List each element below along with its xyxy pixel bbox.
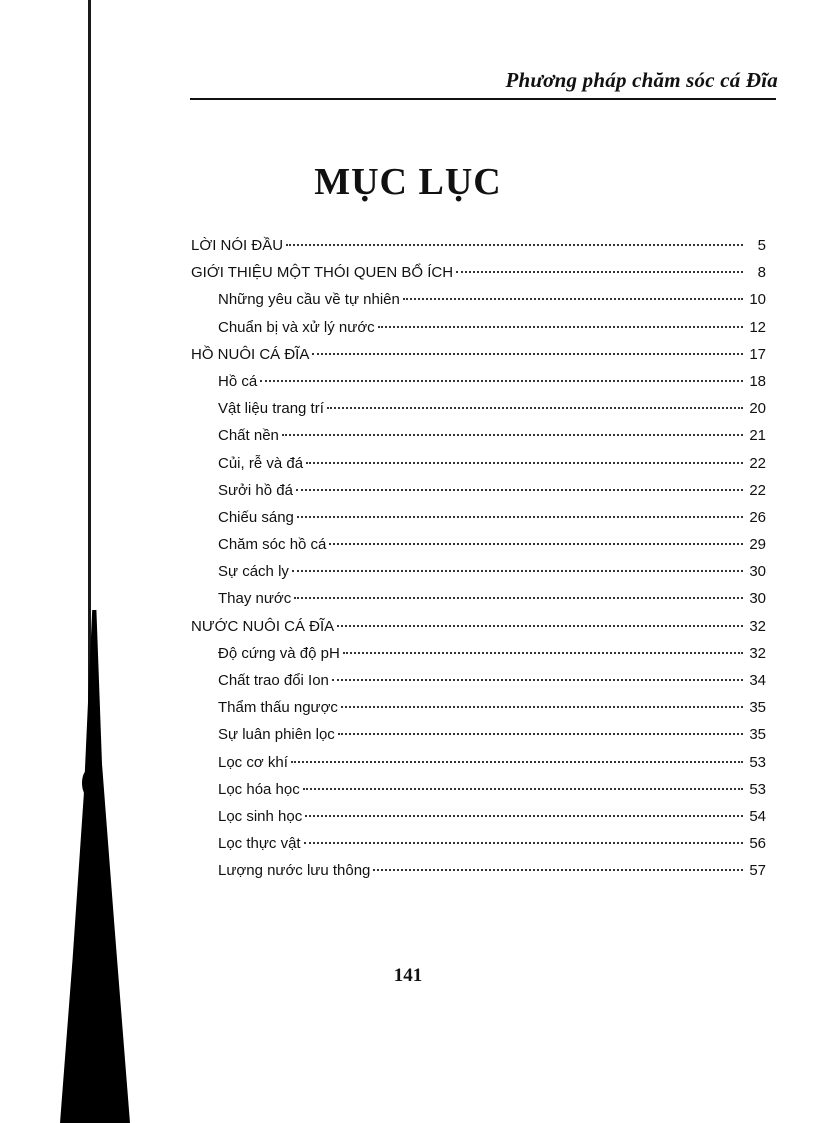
toc-entry (191, 341, 766, 368)
toc-entry-page: 34 (749, 672, 766, 689)
toc-entry-label: Độ cứng và độ pH (218, 644, 340, 662)
toc-entry-label: Lọc sinh học (218, 807, 303, 825)
toc-dot-leader (456, 271, 743, 273)
toc-dot-leader (332, 679, 743, 681)
toc-entry-page: 17 (749, 345, 766, 363)
toc-entry (191, 450, 766, 477)
page-number: 141 (393, 965, 423, 986)
toc-dot-leader (297, 516, 743, 518)
toc-entry-label: Những yêu cầu về tự nhiên (218, 291, 400, 309)
toc-entry-page: 22 (749, 454, 766, 472)
toc-entry-label: Lượng nước lưu thông (218, 862, 371, 880)
toc-entry-label: Hồ cá (218, 372, 258, 390)
toc-entry (191, 857, 766, 884)
toc-entry-label: HỒ NUÔI CÁ ĐĨA (191, 345, 310, 363)
toc-entry-label: Vật liệu trang trí (218, 400, 324, 418)
toc-dot-leader (294, 597, 743, 599)
toc-entry (191, 422, 766, 449)
toc-entry-page: 54 (749, 807, 766, 825)
binding-shadow (60, 610, 130, 1123)
toc-dot-leader (327, 407, 743, 409)
toc-dot-leader (286, 244, 743, 246)
toc-entry-page: 12 (749, 318, 766, 336)
toc-entry-label: Chất trao đổi Ion (218, 672, 329, 689)
toc-entry (191, 803, 766, 830)
toc-entry-label: Thay nước (218, 590, 292, 608)
toc-entry-label: Củi, rễ và đá (218, 454, 304, 472)
toc-entry-page: 30 (749, 563, 766, 581)
toc-entry-label: LỜI NÓI ĐẦU (191, 237, 284, 254)
toc-dot-leader (341, 706, 743, 708)
toc-entry-page: 57 (749, 862, 766, 880)
toc-entry-label: Chất nền (218, 427, 279, 445)
toc-dot-leader (343, 652, 743, 654)
toc-entry (191, 314, 766, 341)
toc-entry (191, 531, 766, 558)
toc-dot-leader (378, 326, 743, 328)
toc-entry-label: NƯỚC NUÔI CÁ ĐĨA (191, 617, 335, 635)
toc-entry (191, 749, 766, 776)
toc-entry (191, 694, 766, 721)
toc-entry-page: 32 (749, 644, 766, 662)
toc-entry-page: 5 (757, 237, 766, 254)
table-of-contents (191, 232, 766, 885)
toc-entry-label: Sự luân phiên lọc (218, 726, 335, 744)
running-header: Phương pháp chăm sóc cá Đĩa (505, 68, 778, 92)
toc-entry (191, 232, 766, 259)
toc-dot-leader (329, 543, 743, 545)
toc-entry-page: 53 (749, 753, 766, 771)
toc-dot-leader (260, 380, 743, 382)
toc-entry-page: 56 (749, 835, 766, 853)
toc-entry (191, 830, 766, 857)
toc-entry-page: 35 (749, 699, 766, 717)
toc-entry-label: Chăm sóc hồ cá (218, 536, 327, 554)
toc-dot-leader (373, 869, 743, 871)
toc-dot-leader (282, 434, 743, 436)
toc-entry (191, 613, 766, 640)
toc-entry-label: Chiếu sáng (218, 508, 294, 526)
toc-entry-label: GIỚI THIỆU MỘT THÓI QUEN BỔ ÍCH (191, 264, 454, 282)
binding-mark (82, 770, 94, 796)
toc-dot-leader (312, 353, 743, 355)
toc-entry-label: Chuẩn bị và xử lý nước (218, 318, 375, 336)
toc-entry (191, 776, 766, 803)
toc-entry (191, 368, 766, 395)
toc-entry-label: Sưởi hồ đá (218, 481, 293, 499)
toc-entry-page: 18 (749, 372, 766, 390)
toc-entry-page: 29 (749, 536, 766, 554)
toc-entry (191, 504, 766, 531)
toc-dot-leader (303, 788, 743, 790)
toc-dot-leader (337, 625, 743, 627)
toc-entry (191, 286, 766, 313)
toc-dot-leader (403, 298, 743, 300)
toc-entry-page: 21 (749, 427, 766, 445)
toc-dot-leader (304, 842, 743, 844)
toc-dot-leader (291, 761, 743, 763)
toc-entry-label: Lọc thực vật (218, 835, 301, 853)
toc-entry-page: 53 (749, 780, 766, 798)
toc-entry-label: Sự cách ly (218, 563, 289, 581)
toc-entry-label: Lọc hóa học (218, 780, 300, 798)
toc-entry (191, 259, 766, 286)
toc-dot-leader (296, 489, 743, 491)
toc-entry-page: 32 (749, 617, 766, 635)
toc-entry (191, 640, 766, 667)
toc-dot-leader (338, 733, 743, 735)
toc-dot-leader (292, 570, 743, 572)
toc-entry (191, 585, 766, 612)
toc-entry-page: 20 (749, 400, 766, 418)
toc-entry (191, 477, 766, 504)
toc-entry-label: Lọc cơ khí (218, 753, 288, 771)
toc-entry (191, 558, 766, 585)
toc-entry (191, 721, 766, 748)
toc-dot-leader (306, 462, 743, 464)
toc-entry-page: 10 (749, 291, 766, 309)
page-title: MỤC LỤC (314, 161, 502, 203)
toc-entry-page: 22 (749, 481, 766, 499)
toc-entry-page: 30 (749, 590, 766, 608)
toc-entry (191, 667, 766, 694)
toc-entry-page: 8 (757, 264, 766, 282)
toc-entry-page: 35 (749, 726, 766, 744)
header-rule (190, 98, 776, 100)
toc-entry-page: 26 (749, 508, 766, 526)
toc-entry-label: Thẩm thấu ngược (218, 699, 338, 717)
toc-dot-leader (305, 815, 743, 817)
toc-entry (191, 395, 766, 422)
